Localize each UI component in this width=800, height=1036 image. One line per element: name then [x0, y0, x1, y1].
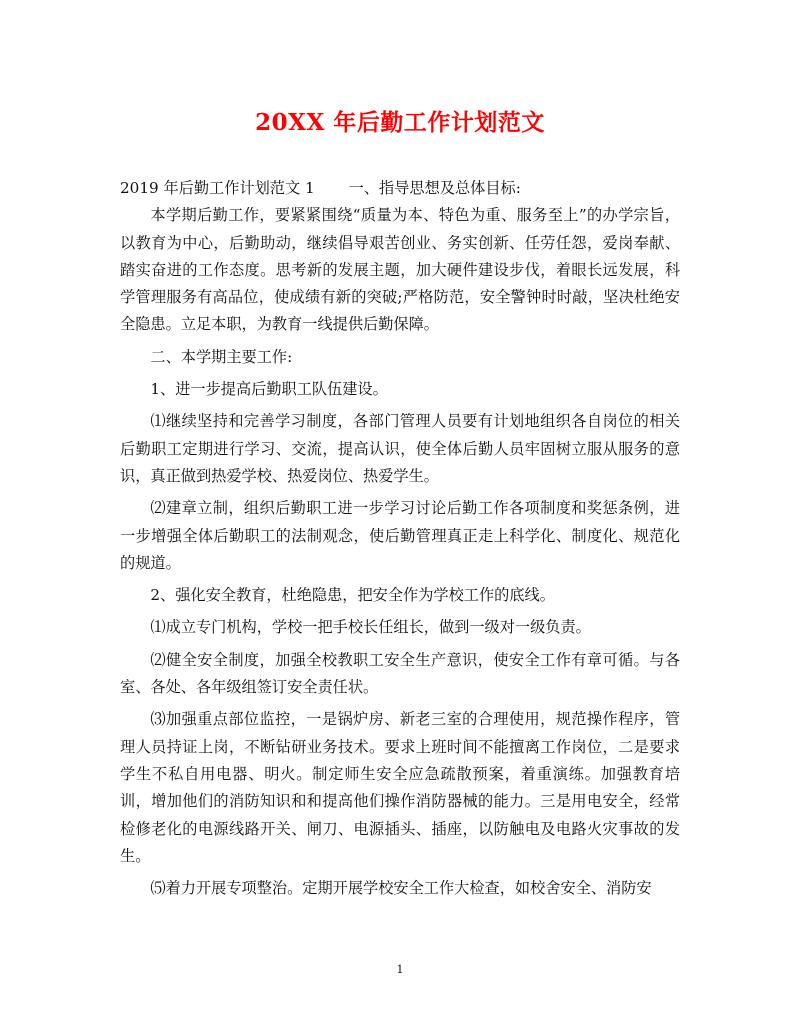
paragraph-2: 二、本学期主要工作: [150, 347, 293, 366]
paragraph-10: ⑸着力开展专项整治。定期开展学校安全工作大检查，如校舍安全、消防安 [150, 879, 652, 898]
heading-section: 一、指导思想及总体目标: [348, 179, 521, 197]
paragraph-3: 1、进一步提高后勤职工队伍建设。 [150, 380, 388, 399]
paragraph-4: ⑴继续坚持和完善学习制度，各部门管理人员要有计划地组织各自岗位的相关后勤职工定期进行学习、交流，提高认识，使全体后勤人员牢固树立服从服务的意识，真正做到热爱学校、热爱岗位、热爱学生。 [120, 412, 680, 485]
paragraph-6: 2、强化安全教育，杜绝隐患，把安全作为学校工作的底线。 [150, 586, 555, 605]
paragraph-9: ⑶加强重点部位监控，一是锅炉房、新老三室的合理使用，规范操作程序，管理人员持证上岗，不断钻研业务技术。要求上班时间不能擅离工作岗位，二是要求学生不私自用电器、明火。制定师生安全应急疏散预案，着重演练。加强教育培训，增加他们的消防知识和和提高他们操作消防器械的能力。三是用电安全，经常检修老化的电源线路开关、闸刀、电源插头、插座，以防触电及电路火灾事故的发生。 [120, 710, 680, 865]
document-title: 20XX 年后勤工作计划范文 [255, 109, 545, 136]
paragraph-5: ⑵建章立制，组织后勤职工进一步学习讨论后勤工作各项制度和奖惩条例，进一步增强全体后勤职工的法制观念，使后勤管理真正走上科学化、制度化、规范化的规道。 [120, 499, 680, 572]
page-number: 1 [396, 963, 404, 976]
heading-prefix: 2019 年后勤工作计划范文 1 [120, 179, 315, 197]
paragraph-1: 本学期后勤工作，要紧紧围绕“质量为本、特色为重、服务至上”的办学宗旨，以教育为中心，后勤助动，继续倡导艰苦创业、务实创新、任劳任怨，爱岗奉献、踏实奋进的工作态度。思考新的发展主题，加大硬件建设步伐，着眼长远发展，科学管理服务有高品位，使成绩有新的突破;严格防范，安全警钟时时敲，坚决杜绝安全隐患。立足本职，为教育一线提供后勤保障。 [120, 206, 680, 334]
paragraph-7: ⑴成立专门机构，学校一把手校长任组长，做到一级对一级负责。 [150, 618, 591, 637]
document-body [120, 175, 680, 902]
heading-line [120, 175, 680, 202]
paragraph-8: ⑵健全安全制度，加强全校教职工安全生产意识，使安全工作有章可循。与各室、各处、各年级组签订安全责任状。 [120, 650, 680, 697]
